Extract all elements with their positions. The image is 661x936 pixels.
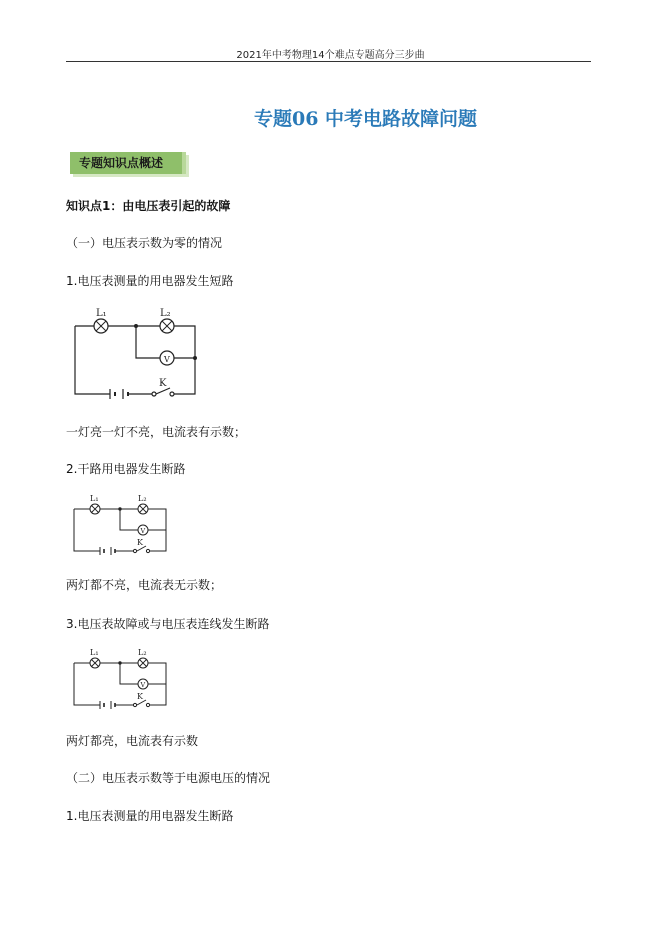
case2-result: 两灯都不亮，电流表无示数；: [66, 578, 223, 592]
switch-label: K: [137, 692, 143, 701]
case1-result: 一灯亮一灯不亮，电流表有示数；: [66, 425, 247, 439]
case3-heading: 3.电压表故障或与电压表连线发生断路: [66, 617, 270, 631]
lamp1-label: L₁: [96, 308, 107, 319]
circuit-diagram-1: [70, 306, 205, 401]
case1-heading: 1.电压表测量的用电器发生短路: [66, 274, 234, 288]
page-title: 专题06 中考电路故障问题: [253, 108, 478, 130]
section-badge: [70, 152, 186, 174]
lamp1-label: L₁: [90, 494, 99, 503]
lamp2-label: L₂: [138, 648, 147, 657]
lamp2-label: L₂: [160, 308, 171, 319]
lamp1-label: L₁: [90, 648, 99, 657]
voltmeter-label: V: [164, 355, 170, 364]
circuit-diagram-2: [70, 494, 170, 554]
lamp2-label: L₂: [138, 494, 147, 503]
voltmeter-label: V: [140, 681, 146, 689]
part-two-heading: （二）电压表示数等于电源电压的情况: [66, 771, 271, 785]
case2-heading: 2.干路用电器发生断路: [66, 462, 186, 476]
header-rule: [66, 61, 591, 62]
part-one-heading: （一）电压表示数为零的情况: [66, 236, 223, 250]
case3-result: 两灯都亮，电流表有示数: [66, 734, 199, 748]
knowledge-point-heading: 知识点1：由电压表引起的故障: [66, 199, 231, 213]
circuit-diagram-3: [70, 648, 170, 708]
voltmeter-label: V: [140, 527, 146, 535]
case4-heading: 1.电压表测量的用电器发生断路: [66, 809, 234, 823]
page-header: 2021年中考物理14个难点专题高分三步曲: [236, 50, 425, 61]
section-badge-label: 专题知识点概述: [79, 156, 164, 170]
switch-label: K: [159, 378, 167, 389]
switch-label: K: [137, 538, 143, 547]
